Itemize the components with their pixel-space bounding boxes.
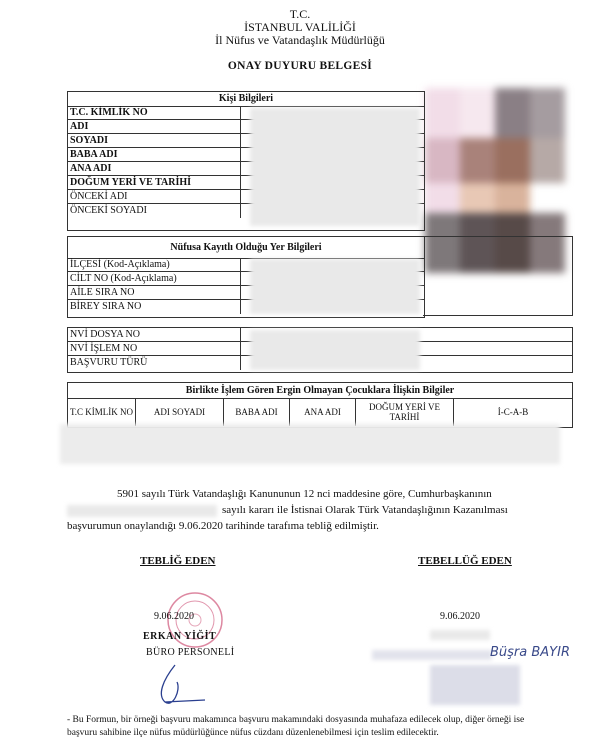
field-label: BAŞVURU TÜRÜ (68, 356, 241, 370)
tebellug-date: 9.06.2020 (440, 611, 480, 622)
column-header: DOĞUM YERİ VE TARİHİ (356, 398, 454, 426)
nufus-table-extension (423, 236, 573, 316)
field-label: ÖNCEKİ SOYADI (68, 204, 241, 218)
field-label: İLÇESİ (Kod-Açıklama) (68, 258, 241, 271)
redacted-decision-number (67, 505, 217, 517)
kisi-bilgileri-table (67, 91, 425, 231)
column-header: İ-C-A-B (497, 407, 529, 417)
field-label: ADI (68, 120, 241, 133)
field-label: NVİ İŞLEM NO (68, 342, 241, 355)
applicant-signature-text: Büşra BAYIR (490, 645, 570, 660)
kisi-section-title: Kişi Bilgileri (68, 92, 424, 107)
field-label: BİREY SIRA NO (68, 300, 241, 314)
redacted-signature (430, 665, 520, 705)
column-header: ADI SOYADI (136, 398, 224, 426)
body-line-3: başvurumun onaylandığı 9.06.2020 tarihinde tarafıma tebliğ edilmiştir. (67, 520, 379, 532)
redacted-values (250, 330, 420, 370)
officer-signature (145, 660, 235, 710)
redacted-values (250, 108, 420, 226)
nufus-section-title: Nüfusa Kayıtlı Olduğu Yer Bilgileri (68, 237, 424, 259)
header-line-tc: T.C. (289, 7, 311, 21)
field-label: BABA ADI (68, 148, 241, 161)
teblig-date: 9.06.2020 (154, 611, 194, 622)
nufus-kayit-table (67, 236, 425, 318)
footer-line-2: başvuru sahibine ilçe nüfus müdürlüğünce nüfus cüzdanı düzenlenebilmesi için teslim edilecektir. (67, 728, 439, 738)
header-line-valilik: İSTANBUL VALİLİĞİ (244, 20, 356, 34)
officer-role: BÜRO PERSONELİ (146, 647, 235, 658)
field-label: SOYADI (68, 134, 241, 147)
basvuru-table (67, 327, 573, 373)
tebellug-eden-heading: TEBELLÜĞ EDEN (418, 555, 512, 567)
teblig-eden-heading: TEBLİĞ EDEN (140, 555, 216, 567)
cocuk-bilgileri-table (67, 382, 573, 428)
redacted-name-label (430, 630, 490, 640)
document-title: ONAY DUYURU BELGESİ (227, 60, 373, 72)
field-label: AİLE SIRA NO (68, 286, 241, 299)
officer-name: ERKAN YİĞİT (143, 631, 217, 642)
field-label: CİLT NO (Kod-Açıklama) (68, 272, 241, 285)
field-label: ÖNCEKİ ADI (68, 190, 241, 203)
field-label: DOĞUM YERİ VE TARİHİ (68, 176, 241, 189)
column-header: BABA ADI (224, 398, 290, 426)
field-label: T.C. KİMLİK NO (68, 106, 241, 119)
field-label: ANA ADI (68, 162, 241, 175)
column-header: T.C KİMLİK NO (68, 398, 136, 426)
column-header: ANA ADI (290, 398, 356, 426)
header-line-mudurluk: İl Nüfus ve Vatandaşlık Müdürlüğü (215, 33, 385, 47)
cocuk-section-title: Birlikte İşlem Gören Ergin Olmayan Çocuklara İlişkin Bilgiler (68, 383, 572, 399)
body-line-2: sayılı kararı ile İstisnai Olarak Türk Vatandaşlığının Kazanılması (222, 504, 508, 516)
field-label: NVİ DOSYA NO (68, 328, 241, 341)
redacted-values (250, 259, 420, 314)
body-line-1: 5901 sayılı Türk Vatandaşlığı Kanununun 12 nci maddesine göre, Cumhurbaşkanının (117, 488, 492, 500)
redacted-name-handwritten (372, 650, 492, 660)
footer-line-1: - Bu Formun, bir örneği başvuru makamınca başvuru makamındaki dosyasında muhafaza edilecek olup, diğer örneği ise (67, 715, 525, 725)
redacted-children-rows (60, 424, 560, 464)
